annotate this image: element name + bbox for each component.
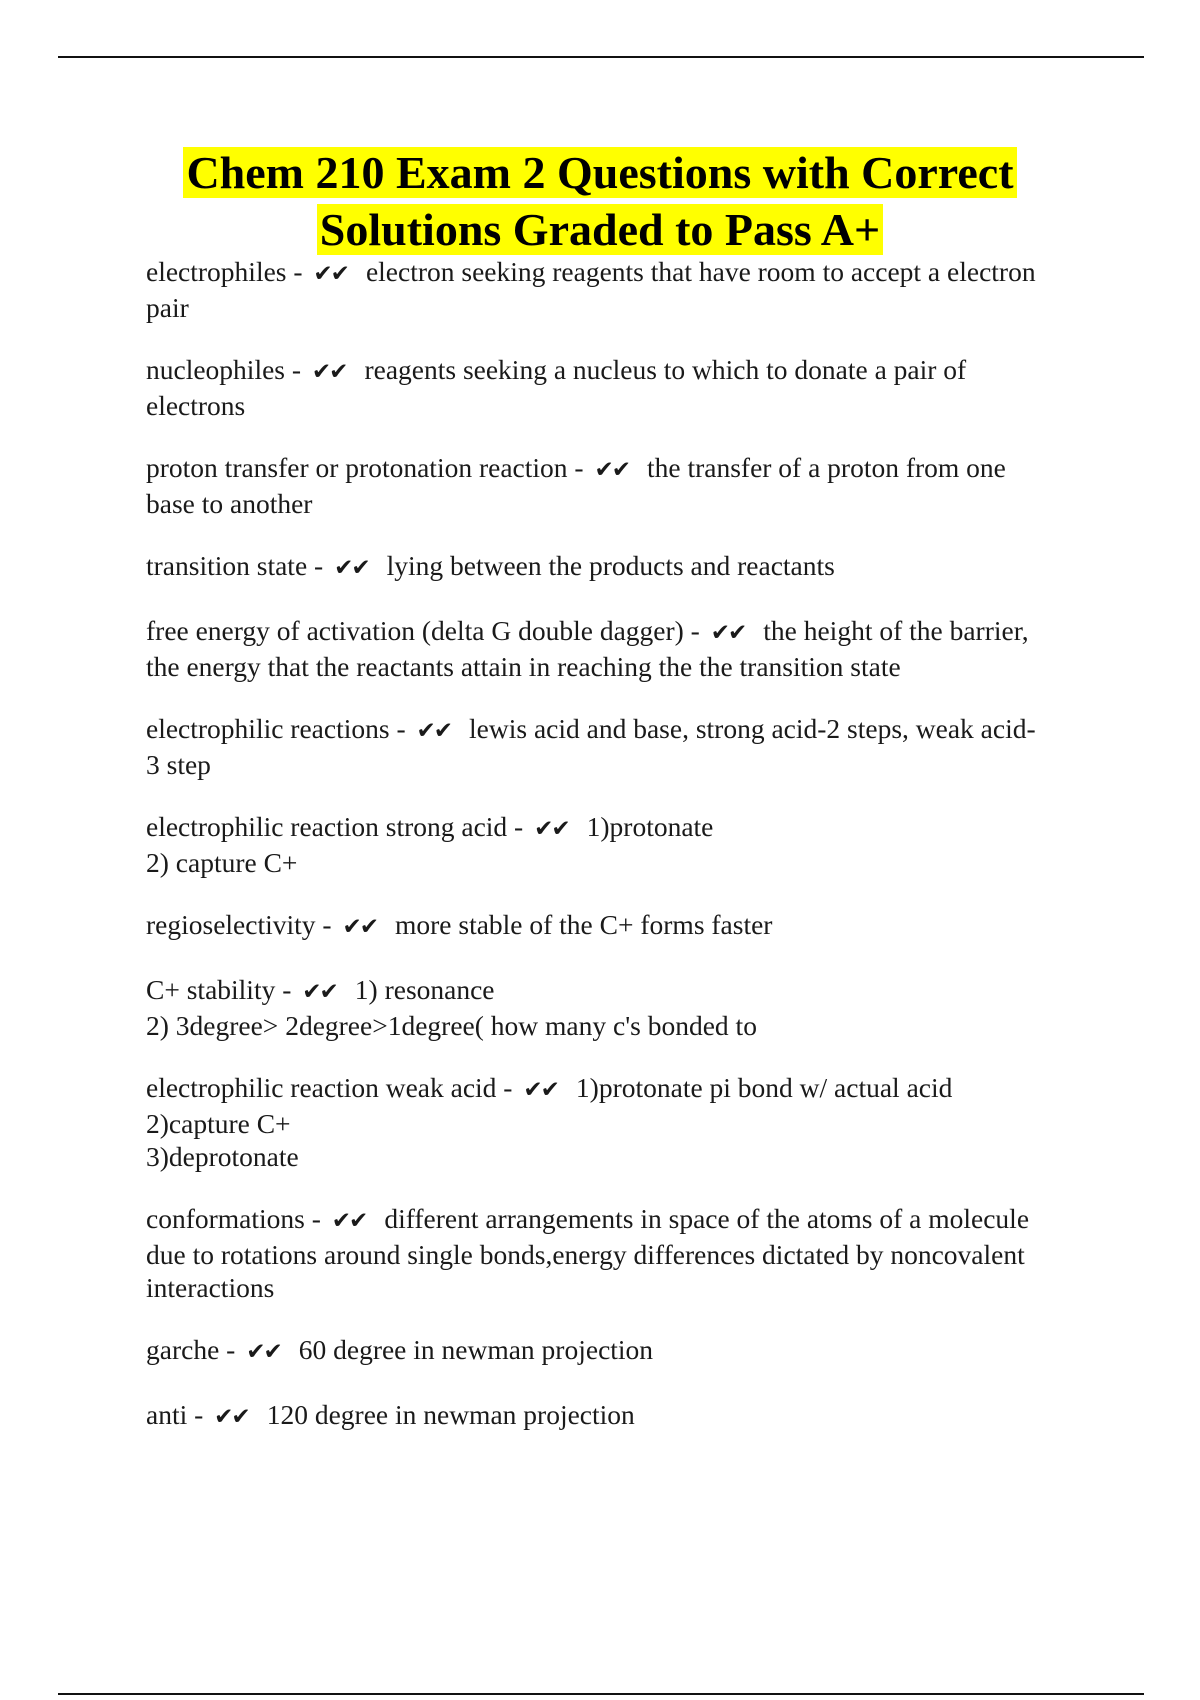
- entry-anti: [146, 1398, 635, 1434]
- double-check-icon: ✔✔: [311, 359, 347, 385]
- entry-term: electrophilic reaction strong acid -: [146, 811, 531, 842]
- entry-answer-cont: 2) 3degree> 2degree>1degree( how many c's bonded to: [146, 1010, 757, 1041]
- double-check-icon: ✔✔: [523, 1077, 558, 1103]
- entry-term: electrophilic reactions -: [146, 713, 413, 744]
- entry-answer: more stable of the C+ forms faster: [394, 909, 773, 940]
- double-check-icon: ✔✔: [710, 620, 746, 646]
- entry-carbocation-stability: [146, 973, 757, 1042]
- entry-answer-cont: the energy that the reactants attain in reaching the the transition state: [146, 651, 901, 682]
- entry-term: transition state -: [146, 550, 331, 581]
- entry-electrophilic-weak-acid: [146, 1071, 952, 1173]
- entry-conformations: [146, 1202, 1029, 1304]
- entry-answer-cont: 3 step: [146, 749, 211, 780]
- footer-rule: [58, 1693, 1144, 1695]
- entry-answer: 60 degree in newman projection: [298, 1334, 654, 1365]
- entry-answer: electron seeking reagents that have room to accept a electron: [365, 256, 1036, 287]
- entry-answer: the transfer of a proton from one: [646, 452, 1006, 483]
- entry-answer: the height of the barrier,: [763, 615, 1029, 646]
- title-line-1: Chem 210 Exam 2 Questions with Correct: [183, 147, 1016, 198]
- entry-term: regioselectivity -: [146, 909, 339, 940]
- entry-transition-state: [146, 549, 835, 585]
- entry-answer-cont: base to another: [146, 488, 313, 519]
- double-check-icon: ✔✔: [594, 457, 629, 483]
- entry-nucleophiles: [146, 353, 966, 422]
- entry-electrophilic-strong-acid: [146, 810, 713, 879]
- header-rule: [58, 56, 1144, 58]
- entry-electrophilic-reactions: [146, 712, 1036, 781]
- entry-free-energy-activation: [146, 614, 1029, 683]
- double-check-icon: ✔✔: [331, 1208, 367, 1234]
- double-check-icon: ✔✔: [416, 718, 452, 744]
- entry-electrophiles: [146, 255, 1036, 324]
- entry-answer: lewis acid and base, strong acid-2 steps, weak acid-: [469, 713, 1036, 744]
- double-check-icon: ✔✔: [313, 261, 348, 287]
- entry-answer-cont: 2) capture C+: [146, 847, 298, 878]
- double-check-icon: ✔✔: [534, 816, 569, 842]
- entry-answer: 1) resonance: [354, 974, 495, 1005]
- entry-answer-cont: electrons: [146, 390, 246, 421]
- double-check-icon: ✔✔: [334, 555, 369, 581]
- entry-answer: 120 degree in newman projection: [266, 1399, 635, 1430]
- entry-term: C+ stability -: [146, 974, 299, 1005]
- double-check-icon: ✔✔: [246, 1339, 281, 1365]
- entry-term: nucleophiles -: [146, 354, 308, 385]
- entry-answer: 1)protonate pi bond w/ actual acid: [575, 1072, 953, 1103]
- entry-answer: reagents seeking a nucleus to which to donate a pair of: [364, 354, 967, 385]
- entry-answer-cont: 2)capture C+: [146, 1108, 291, 1139]
- double-check-icon: ✔✔: [302, 979, 337, 1005]
- entry-term: proton transfer or protonation reaction -: [146, 452, 591, 483]
- entry-proton-transfer: [146, 451, 1006, 520]
- entry-answer-cont: interactions: [146, 1272, 275, 1303]
- entry-answer-cont: pair: [146, 292, 189, 323]
- entry-term: anti -: [146, 1399, 211, 1430]
- document-title: [100, 144, 1100, 258]
- entry-answer: 1)protonate: [586, 811, 714, 842]
- entry-answer: lying between the products and reactants: [386, 550, 835, 581]
- entry-answer-cont: due to rotations around single bonds,energy differences dictated by noncovalent: [146, 1239, 1025, 1270]
- title-line-2: Solutions Graded to Pass A+: [317, 204, 883, 255]
- entry-term: electrophiles -: [146, 256, 310, 287]
- double-check-icon: ✔✔: [214, 1404, 249, 1430]
- entry-term: electrophilic reaction weak acid -: [146, 1072, 520, 1103]
- entry-answer-cont: 3)deprotonate: [146, 1141, 299, 1172]
- entry-term: free energy of activation (delta G double dagger) -: [146, 615, 707, 646]
- double-check-icon: ✔✔: [342, 914, 377, 940]
- entry-answer: different arrangements in space of the atoms of a molecule: [384, 1203, 1030, 1234]
- entry-regioselectivity: [146, 908, 772, 944]
- entry-garche: [146, 1333, 653, 1369]
- entry-term: conformations -: [146, 1203, 328, 1234]
- entry-term: garche -: [146, 1334, 243, 1365]
